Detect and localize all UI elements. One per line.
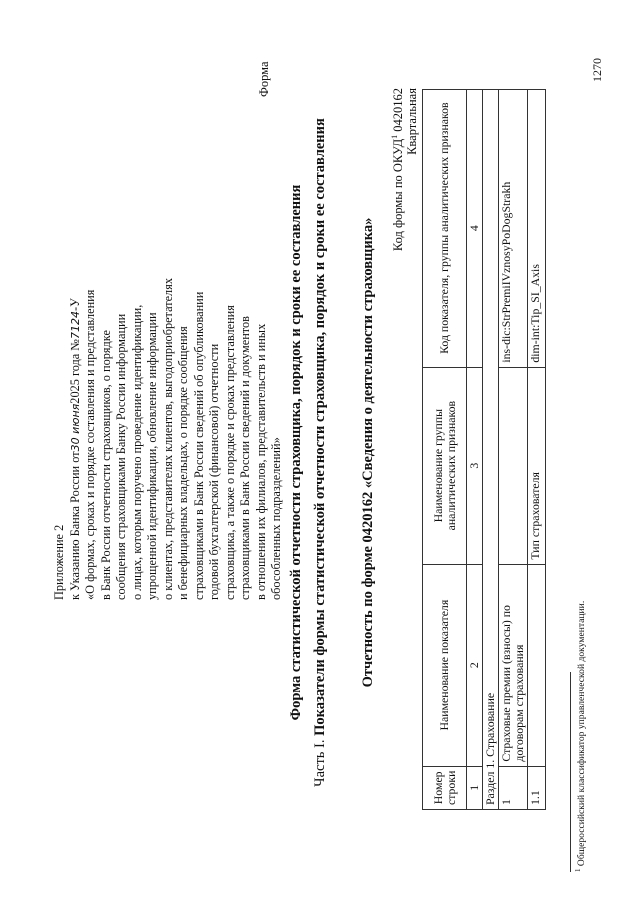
- footnote-text: Общероссийский классификатор управленческой документации.: [576, 600, 588, 867]
- appendix-line: в Банк России отчетности страховщиков, о порядке: [98, 330, 113, 600]
- okud-code-line: Код формы по ОКУД$^1$ 0420162: [390, 88, 406, 252]
- column-number-row: [467, 89, 483, 809]
- appendix-line: обособленных подразделений»: [269, 437, 283, 600]
- appendix-line: страховщика, а также о порядке и сроках представления: [222, 305, 237, 600]
- part-title: [312, 0, 329, 905]
- appendix-line: о клиентах, представителях клиентов, выгодоприобретателях: [160, 278, 175, 600]
- okud-code: 0420162: [391, 88, 406, 132]
- column-number: 2: [467, 564, 483, 766]
- appendix-line: страховщиками в Банк России сведений и документов: [238, 316, 252, 600]
- group-name: Тип страхователя: [528, 367, 546, 564]
- indicator-code: dim-int:Tip_SI_Axis: [528, 89, 546, 367]
- appendix-line: о лицах, которым поручено проведение идентификации,: [129, 304, 144, 600]
- header-cell: Наименование показателя: [423, 564, 467, 766]
- part-prefix: Часть I.: [312, 739, 328, 787]
- column-number: 3: [467, 367, 483, 564]
- column-number: 1: [467, 766, 483, 809]
- indicator-table: [422, 89, 546, 810]
- table-header-row: [423, 89, 467, 809]
- report-title: Отчетность по форме 0420162 «Сведения о деятельности страховщика»: [360, 217, 376, 688]
- footnote-mark: 1: [574, 868, 582, 872]
- footnote-divider: [570, 672, 571, 872]
- footnote-mark: 1: [390, 134, 399, 139]
- group-name: [499, 367, 528, 564]
- page-number: 1270: [590, 58, 604, 82]
- appendix-line: упрощенной идентификации, обновление информации: [145, 312, 159, 600]
- table-row: [499, 89, 528, 809]
- appendix-block: [52, 260, 285, 600]
- indicator-name: Страховые премии (взносы) по договорам страхования: [499, 564, 528, 766]
- appendix-line: в отношении их филиалов, представительств и иных: [253, 323, 268, 600]
- appendix-line: страховщиками в Банк России сведений об опубликовании: [191, 291, 206, 600]
- handwritten-number: 7124: [68, 310, 82, 339]
- periodicity: Квартальная: [405, 88, 420, 155]
- section-row: [483, 89, 499, 809]
- row-number: 1.1: [528, 766, 546, 809]
- form-title: Форма статистической отчетности страховщика, порядок и сроки ее составления: [288, 184, 304, 721]
- footnote: [574, 601, 587, 872]
- appendix-line: и бенефициарных владельцах, о порядке сообщения: [176, 326, 190, 600]
- header-cell: Код показателя, группы аналитических признаков: [423, 89, 467, 367]
- table-row: [528, 89, 546, 809]
- form-label: Форма: [257, 61, 271, 97]
- handwritten-date: 30 июня: [68, 403, 82, 452]
- part-text: Показатели формы статистической отчетности страховщика, порядок и сроки ее составления: [312, 118, 328, 736]
- appendix-line: сообщения страховщиками Банку России информации: [114, 313, 128, 600]
- section-title: Раздел 1. Страхование: [483, 89, 499, 809]
- indicator-name: [528, 564, 546, 766]
- column-number: 4: [467, 89, 483, 367]
- header-cell: Номер строки: [423, 766, 467, 809]
- appendix-date-line: к Указанию Банка России от30 июня2025 года №7124-У: [67, 298, 82, 600]
- okud-block: [388, 88, 419, 360]
- header-cell: Наименование группы аналитических признаков: [423, 367, 467, 564]
- appendix-line: «О формах, сроках и порядке составления и представления: [83, 289, 97, 600]
- row-number: 1: [499, 766, 528, 809]
- appendix-line: Приложение 2: [52, 524, 66, 600]
- appendix-line: годовой бухгалтерской (финансовой) отчетности: [207, 343, 221, 600]
- indicator-code: ins-dic:StrPremiIVznosyPoDogStrakh: [499, 89, 528, 367]
